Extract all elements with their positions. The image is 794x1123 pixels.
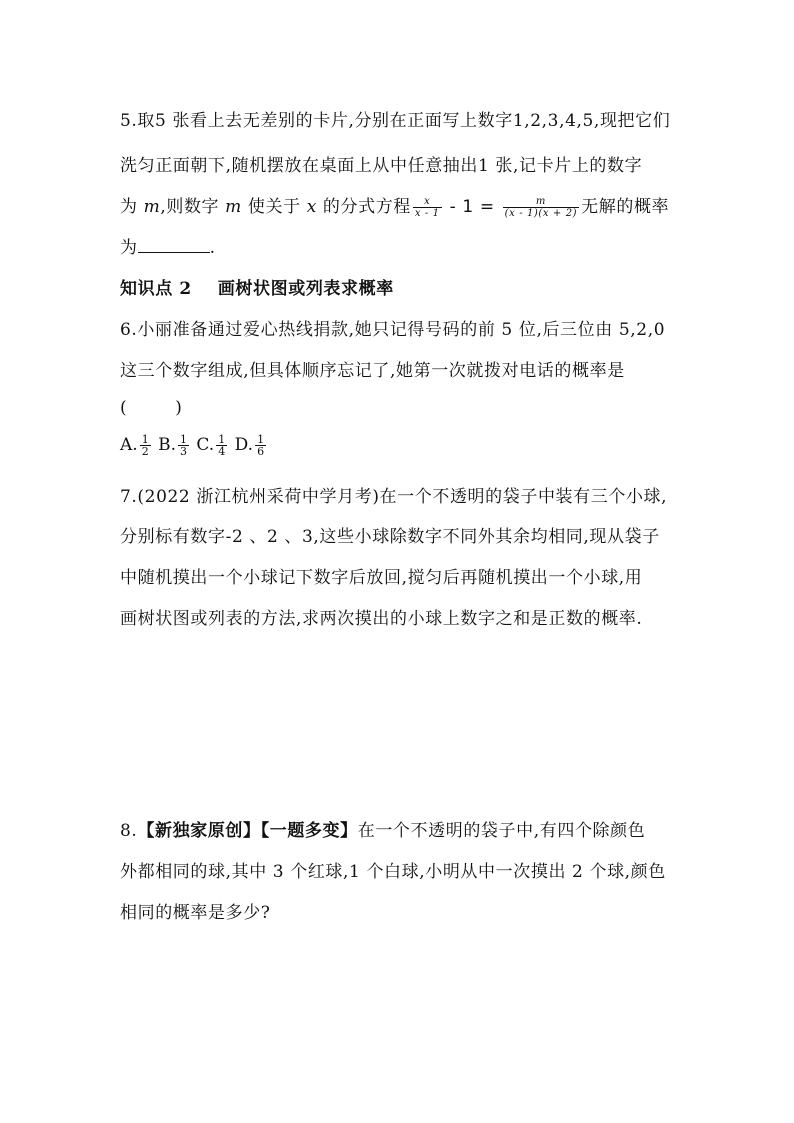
- q8-text: 在一个不透明的袋子中,有四个除颜色: [357, 821, 646, 841]
- q8-tag: 【新独家原创】【一题多变】: [137, 821, 358, 841]
- answer-blank[interactable]: [138, 238, 210, 253]
- q8-line-3: 相同的概率是多少?: [120, 903, 271, 923]
- option-c[interactable]: C. $\frac{1}{4}$: [196, 433, 226, 458]
- q8-line-1: [120, 816, 645, 841]
- var-m: m: [225, 197, 242, 217]
- q8-number: 8.: [120, 821, 138, 841]
- q5-text: 无解的概率: [581, 197, 670, 217]
- q5-line-3: [120, 192, 669, 219]
- q7-line-4: 画树状图或列表的方法,求两次摸出的小球上数字之和是正数的概率.: [120, 609, 643, 629]
- fraction-m-over-product: $\frac{m}{(x - 1)(x + 2)}$: [504, 196, 578, 219]
- fraction-x-over-x-minus-1: $\frac{x}{x - 1}$: [414, 196, 440, 219]
- q5-text: 使关于: [241, 197, 307, 217]
- q5-line-4: [120, 233, 216, 258]
- q5-line-2: 洗匀正面朝下,随机摆放在桌面上从中任意抽出1 张,记卡片上的数字: [120, 156, 643, 176]
- q5-text: ,则数字: [160, 197, 226, 217]
- q5-text: 为: [120, 197, 144, 217]
- q7-line-1: 7.(2022 浙江杭州采荷中学月考)在一个不透明的袋子中装有三个小球,: [120, 487, 668, 507]
- q6-line-1: 6.小丽准备通过爱心热线捐款,她只记得号码的前 5 位,后三位由 5,2,0: [120, 320, 666, 340]
- var-x: x: [306, 197, 317, 217]
- q6-options: [120, 434, 268, 457]
- minus-one-equals: - 1 =: [443, 197, 501, 217]
- q5-text: .: [209, 238, 216, 258]
- q5-line-1: 5.取5 张看上去无差别的卡片,分别在正面写上数字1,2,3,4,5,现把它们: [120, 111, 671, 131]
- option-a[interactable]: A. $\frac{1}{2}$: [120, 433, 149, 458]
- q7-line-2: 分别标有数字-2 、2 、3,这些小球除数字不同外其余均相同,现从袋子: [120, 527, 660, 547]
- q6-line-2: 这三个数字组成,但具体顺序忘记了,她第一次就拨对电话的概率是: [120, 361, 625, 381]
- q7-line-3: 中随机摸出一个小球记下数字后放回,搅匀后再随机摸出一个小球,用: [120, 568, 643, 588]
- q5-text: 的分式方程: [316, 197, 411, 217]
- option-b[interactable]: B. $\frac{1}{3}$: [158, 433, 187, 458]
- q5-text: 为: [120, 238, 138, 258]
- section-heading: 知识点 2 画树状图或列表求概率: [120, 279, 394, 299]
- option-d[interactable]: D. $\frac{1}{6}$: [234, 433, 265, 458]
- var-m: m: [143, 197, 161, 217]
- q6-answer-paren[interactable]: ( ): [120, 398, 183, 418]
- q8-line-2: 外都相同的球,其中 3 个红球,1 个白球,小明从中一次摸出 2 个球,颜色: [120, 862, 666, 882]
